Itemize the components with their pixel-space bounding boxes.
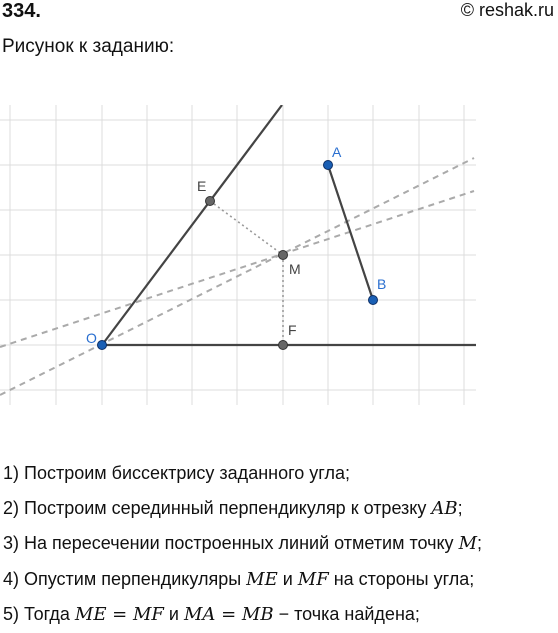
step-text: ; — [477, 533, 483, 553]
site-credit[interactable]: © reshak.ru — [460, 0, 554, 20]
step-1 — [3, 456, 555, 491]
step-number: 5) — [3, 604, 25, 624]
step-number: 3) — [3, 533, 25, 553]
step-4 — [3, 562, 555, 598]
point-o — [98, 341, 107, 350]
step-text: Построим биссектрису заданного угла; — [24, 463, 350, 483]
step-3 — [3, 526, 555, 562]
step-text: На пересечении построенных линий отметим точку — [24, 533, 459, 553]
figure-caption: Рисунок к заданию: — [2, 36, 175, 57]
label-o: O — [86, 330, 97, 346]
step-number: 2) — [3, 497, 25, 518]
math-mf: MF — [297, 568, 329, 590]
step-number: 4) — [3, 568, 25, 589]
solution-steps — [3, 456, 555, 633]
math-m: M — [458, 533, 477, 554]
segment-ab — [328, 165, 373, 300]
step-text: и — [163, 604, 184, 624]
label-b: B — [377, 276, 387, 292]
step-text: и — [277, 568, 298, 589]
problem-number: 334. — [2, 0, 41, 22]
step-text: − точка найдена; — [273, 604, 420, 624]
step-text: Тогда — [24, 604, 75, 624]
math-me: ME — [246, 568, 278, 590]
step-number: 1) — [3, 463, 25, 483]
geometry-figure — [0, 105, 558, 405]
step-text: Построим серединный перпендикуляр к отрезку — [24, 497, 432, 518]
label-a: A — [332, 144, 342, 160]
header — [0, 0, 558, 30]
step-5 — [3, 597, 555, 633]
label-e: E — [197, 178, 207, 194]
perpendicular-me — [210, 201, 283, 255]
step-text: Опустим перпендикуляры — [24, 568, 247, 589]
step-text: ; — [457, 497, 463, 518]
point-m — [279, 251, 288, 260]
point-f — [279, 341, 288, 350]
step-2 — [3, 491, 555, 527]
step-text: на стороны угла; — [328, 568, 475, 589]
label-m: M — [289, 261, 301, 277]
point-a — [324, 161, 333, 170]
point-e — [206, 197, 215, 206]
label-f: F — [288, 322, 297, 338]
math-ab: AB — [431, 497, 458, 519]
point-b — [369, 296, 378, 305]
math-ma-eq-mb: MA = MB — [183, 604, 274, 625]
math-me-eq-mf: ME = MF — [74, 604, 164, 625]
